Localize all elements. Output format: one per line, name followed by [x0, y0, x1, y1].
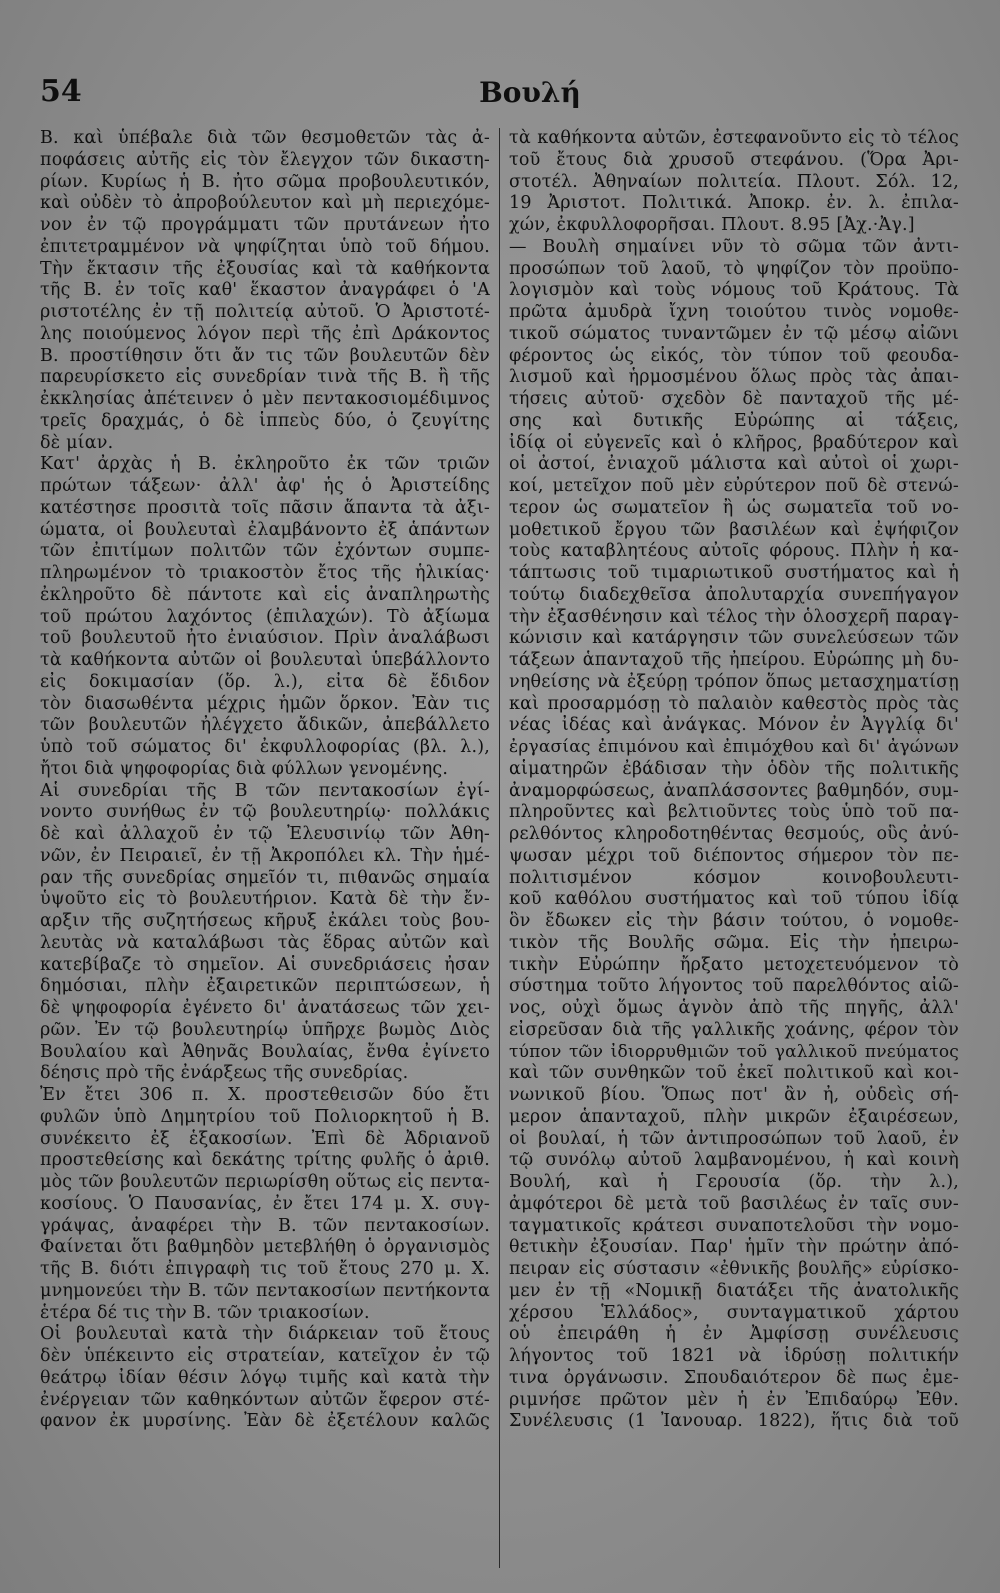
column-rule: [499, 128, 500, 1568]
text-line: μερον ἁπανταχοῦ, πλὴν μικρῶν ἐξαιρέσεων,: [509, 1106, 959, 1127]
text-line: πειραν εἰς σύστασιν «ἐθνικῆς βουλῆς» εὑρίσκο-: [509, 1259, 959, 1279]
text-line: λης ποιούμενος λόγον περὶ τῆς ἐπὶ Δράκοντος: [40, 323, 490, 344]
text-line: ριστοτέλης ἐν τῇ πολιτείᾳ αὐτοῦ. Ὁ Ἀριστοτέ-: [40, 302, 490, 322]
text-line: τὸν διασωθέντα μέχρις ἡμῶν ὅρκον. Ἐὰν τις: [40, 693, 490, 714]
text-line: νηθείσης νὰ ἐξεύρῃ τρόπον ὅπως μετασχηματίσῃ: [509, 671, 959, 692]
text-line: οἱ ἀστοί, ἐνιαχοῦ μάλιστα καὶ αὐτοὶ οἱ χωρι-: [509, 454, 959, 475]
text-line: Φαίνεται ὅτι βαθμηδὸν μετεβλήθη ὁ ὀργανισμὸς: [40, 1237, 490, 1258]
text-line: Ἐν ἔτει 306 π. Χ. προστεθεισῶν δύο ἔτι: [40, 1085, 490, 1105]
text-line: στοτέλ. Ἀθηναίων πολιτεία. Πλουτ. Σόλ. 12,: [509, 171, 959, 192]
text-line: σύστημα τοῦτο λήγοντος τοῦ παρελθόντος αἰῶ-: [509, 976, 959, 997]
text-line: κοῦ καθόλου συστήματος καὶ τοῦ τύπου ἰδίᾳ: [509, 889, 959, 910]
text-line: τῆς Β. ἐν τοῖς καθ' ἕκαστον ἀναγράφει ὁ 'Α: [40, 280, 490, 301]
text-line: τοῦ ἔτους διὰ χρυσοῦ στεφάνου. (Ὅρα Ἀρι-: [509, 149, 959, 170]
text-line: Βουλαίου καὶ Ἀθηνᾶς Βουλαίας, ἔνθα ἐγίνετο: [40, 1041, 490, 1062]
text-line: Κατ' ἀρχὰς ἡ Β. ἐκληροῦτο ἐκ τῶν τριῶν: [40, 454, 490, 475]
text-line: οἱ βουλαί, ἡ τῶν ἀντιπροσώπων τοῦ λαοῦ, ἐν: [509, 1128, 959, 1149]
text-line: ἑτέρα δέ τις τὴν Β. τῶν τριακοσίων.: [40, 1302, 370, 1323]
text-line: ἐκκλησίας ἀπέτεινεν ὁ μὲν πεντακοσιομέδιμνος: [40, 389, 490, 409]
text-line: ταγματικοῖς κράτεσι συναποτελοῦσι τὴν νομο-: [509, 1215, 959, 1236]
text-line: τικὴν Εὐρώπην ἤρξατο μετοχετευόμενον τὸ: [509, 954, 959, 975]
text-line: γράψας, ἀναφέρει τὴν Β. τῶν πεντακοσίων.: [40, 1215, 490, 1236]
text-line: καὶ οὐδὲν τὸ ἀπροβούλευτον καὶ μὴ περιεχόμε-: [40, 193, 490, 214]
text-line: τῶν βουλευτῶν ἠλέγχετο ἄδικῶν, ἀπεβάλλετο: [40, 715, 490, 736]
text-line: κοί, μετεῖχον ποῦ μὲν εὐρύτερον ποῦ δὲ στενώ-: [509, 476, 959, 496]
text-line: κατεβίβαζε τὸ σημεῖον. Αἱ συνεδριάσεις ἦσαν: [40, 954, 490, 975]
text-line: ἀμφότεροι δὲ μετὰ τοῦ βασιλέως ἐν ταῖς συν-: [509, 1193, 959, 1214]
text-line: Οἱ βουλευταὶ κατὰ τὴν διάρκειαν τοῦ ἔτους: [40, 1324, 490, 1345]
text-columns: [40, 128, 976, 1568]
text-line: δημόσιαι, πλὴν ἐξαιρετικῶν περιπτώσεων, ἡ: [40, 976, 490, 997]
text-line: θετικὴν ἐξουσίαν. Παρ' ἡμῖν τὴν πρώτην ἀπό-: [509, 1237, 959, 1258]
text-line: λευτὰς νὰ καταλάβωσι τὰς ἕδρας αὐτῶν καὶ: [40, 932, 490, 953]
text-line: ἀναμορφώσεως, ἀναπλάσσοντες βαθμηδόν, συμ-: [509, 780, 959, 801]
text-line: σης καὶ δυτικῆς Εὐρώπης αἱ τάξεις,: [509, 410, 959, 431]
text-line: ἐργασίας ἐπιμόνου καὶ ἐπιμόχθου καὶ δι' ἀγώνων: [509, 737, 959, 757]
text-line: πρώτων τάξεων· ἀλλ' ἀφ' ἧς ὁ Ἀριστείδης: [40, 476, 490, 496]
text-line: νωνικοῦ βίου. Ὅπως ποτ' ἂν ἦ, οὐδεὶς σή-: [509, 1085, 959, 1105]
text-line: νέας ἰδέας καὶ ἀνάγκας. Μόνον ἐν Ἀγγλίᾳ δι': [509, 715, 959, 736]
text-line: συνέκειτο ἐξ ἑξακοσίων. Ἐπὶ δὲ Ἀδριανοῦ: [40, 1128, 490, 1149]
text-line: πρῶτα ἀμυδρὰ ἴχνη τοιούτου τινὸς νομοθε-: [509, 302, 959, 322]
text-line: κώνισιν καὶ κατάργησιν τῶν συνελεύσεων τῶν: [509, 628, 959, 649]
text-line: νοντο συνήθως ἐν τῷ βουλευτηρίῳ· πολλάκις: [40, 802, 490, 823]
text-line: ώματα, οἱ βουλευταὶ ἐλαμβάνοντο ἐξ ἁπάντων: [40, 519, 490, 540]
text-line: τύπον τῶν ἰδιορρυθμιῶν τοῦ γαλλικοῦ πνεύματος: [509, 1041, 959, 1062]
text-line: χέρσου Ἑλλάδος», συνταγματικοῦ χάρτου: [509, 1302, 959, 1323]
text-line: ραν τῆς συνεδρίας σημεῖόν τι, πιθανῶς σημαία: [40, 867, 490, 888]
text-line: οὗ ἐπειράθη ἡ ἐν Ἀμφίσσῃ συνέλευσις: [509, 1324, 959, 1345]
text-line: ὑπὸ τοῦ σώματος δι' ἐκφυλλοφορίας (βλ. λ.),: [40, 737, 490, 757]
text-line: δὲ καὶ ἀλλαχοῦ ἐν τῷ Ἐλευσινίῳ τῶν Ἀθη-: [40, 824, 490, 844]
text-line: πληρωμένον τὸ τριακοστὸν ἔτος τῆς ἡλικίας·: [40, 563, 490, 583]
text-line: μοθετικοῦ ἔργου τῶν βασιλέων καὶ ἐψήφιζον: [509, 519, 959, 540]
text-line: τὰ καθήκοντα αὐτῶν, ἐστεφανοῦντο εἰς τὸ τέλος: [509, 128, 959, 148]
text-line: ποφάσεις αὐτῆς εἰς τὸν ἔλεγχον τῶν δικαστη-: [40, 149, 490, 170]
text-line: καὶ τῶν συνθηκῶν τοῦ ἐκεῖ πολιτικοῦ καὶ κοι-: [509, 1063, 959, 1084]
text-line: ριμνήσε πρῶτον μὲν ἡ ἐν Ἐπιδαύρῳ Ἐθν.: [509, 1389, 959, 1410]
text-line: προσώπων τοῦ λαοῦ, τὸ ψηφίζον τὸν προϋπο-: [509, 258, 959, 279]
text-line: τοῦ πρώτου λαχόντος (ἐπιλαχών). Τὸ ἀξίωμα: [40, 606, 490, 627]
text-line: τοῦ βουλευτοῦ ἦτο ἐνιαύσιον. Πρὶν ἀναλάβωσι: [40, 628, 490, 649]
text-line: κοσίους. Ὁ Παυσανίας, ἐν ἔτει 174 μ. Χ. συγ-: [40, 1193, 490, 1214]
text-line: τερον ὡς σωματεῖον ἢ ὡς σωματεῖα τοῦ νο-: [509, 497, 959, 518]
text-line: — Βουλὴ σημαίνει νῦν τὸ σῶμα τῶν ἀντι-: [509, 236, 959, 257]
text-line: τάπτωσις τοῦ τιμαριωτικοῦ συστήματος καὶ ἡ: [509, 563, 959, 583]
text-line: Αἱ συνεδρίαι τῆς Β τῶν πεντακοσίων ἐγί-: [40, 780, 490, 801]
text-line: τοὺς καταβλητέους αὐτοῖς φόρους. Πλὴν ἡ κα-: [509, 541, 959, 562]
text-line: ὃν ἔδωκεν εἰς τὴν βάσιν τούτου, ὁ νομοθε-: [509, 911, 959, 931]
text-line: μὸς τῶν βουλευτῶν περιωρίσθη οὕτως εἰς πεντα-: [40, 1172, 490, 1192]
text-line: νῶν, ἐν Πειραιεῖ, ἐν τῇ Ἀκροπόλει κλ. Τὴν ἡμέ-: [40, 845, 490, 866]
text-line: τικοῦ σώματος τυναντῶμεν ἐν τῷ μέσῳ αἰῶνι: [509, 323, 959, 344]
page-header: [36, 74, 964, 114]
text-line: παρευρίσκετο εἰς συνεδρίαν τινὰ τῆς Β. ἢ τῆς: [40, 367, 490, 388]
text-line: ψωσαν μέχρι τοῦ διέποντος σήμερον τὸν πε-: [509, 845, 959, 866]
text-line: εἰς δοκιμασίαν (ὅρ. λ.), εἶτα δὲ ἔδιδον: [40, 671, 490, 692]
text-line: δὲν ὑπέκειντο εἰς στρατείαν, κατεῖχον ἐν τῷ: [40, 1346, 490, 1366]
text-line: τούτῳ διαδεχθεῖσα ἀπολυταρχία συνεπήγαγον: [509, 584, 959, 605]
text-line: πληροῦντες καὶ βελτιοῦντες τοὺς ὑπὸ τοῦ πα-: [509, 802, 959, 823]
text-line: προστεθείσης καὶ δεκάτης τρίτης φυλῆς ὁ ἀριθ.: [40, 1150, 490, 1171]
text-line: λισμοῦ καὶ ἡρμοσμένου ὅλως πρὸς τὰς ἀπαι-: [509, 367, 959, 388]
text-line: τήσεις αὐτοῦ· σχεδὸν δὲ πανταχοῦ τῆς μέ-: [509, 389, 959, 409]
text-line: ἐνέργειαν τῶν καθηκόντων αὐτῶν ἔφερον στέ-: [40, 1389, 490, 1410]
text-line: μεν ἐν τῇ «Νομικῇ διατάξει τῆς ἀνατολικῆς: [509, 1280, 959, 1301]
text-line: φυλῶν ὑπὸ Δημητρίου τοῦ Πολιορκητοῦ ἡ Β.: [40, 1106, 490, 1127]
text-line: ἤτοι διὰ ψηφοφορίας διὰ φύλλων γενομένης.: [40, 758, 449, 779]
text-line: καὶ προσαρμόσῃ τὸ παλαιὸν καθεστὸς πρὸς τὰς: [509, 693, 959, 714]
text-line: ὑψοῦτο εἰς τὸ βουλευτήριον. Κατὰ δὲ τὴν ἔν-: [40, 889, 490, 910]
text-line: νον ἐν τῷ προγράμματι τῶν πρυτάνεων ἦτο: [40, 215, 490, 235]
text-line: αἱματηρῶν ἐβάδισαν τὴν ὁδὸν τῆς πολιτικῆς: [509, 758, 959, 779]
text-line: Β. καὶ ὑπέβαλε διὰ τῶν θεσμοθετῶν τὰς ἀ-: [40, 128, 490, 148]
text-line: ρῶν. Ἐν τῷ βουλευτηρίῳ ὑπῆρχε βωμὸς Διὸς: [40, 1019, 490, 1040]
text-line: θεάτρῳ ἰδίαν θέσιν λόγῳ τιμῆς καὶ κατὰ τὴν: [40, 1367, 490, 1388]
text-line: τρεῖς δραχμάς, ὁ δὲ ἱππεὺς δύο, ὁ ζευγίτης: [40, 410, 490, 431]
right-column: [509, 128, 959, 1568]
text-line: μνημονεύει τὴν Β. τῶν πεντακοσίων πεντήκοντα: [40, 1280, 490, 1301]
text-line: πολιτισμένον κόσμον κοινοβουλευτι-: [509, 867, 959, 888]
text-line: 19 Ἀριστοτ. Πολιτικά. Ἀποκρ. ἐν. λ. ἐπιλα-: [509, 193, 959, 214]
text-line: τινα ὀργάνωσιν. Σπουδαιότερον δὲ πως ἐμε-: [509, 1367, 959, 1388]
text-line: ρελθόντος κληροδοτηθέντας θεσμούς, οὓς ἀνύ-: [509, 824, 959, 844]
page-number: 54: [40, 74, 82, 109]
text-line: ἐπιτετραμμένον νὰ ψηφίζηται ὑπὸ τοῦ δήμου.: [40, 236, 490, 257]
left-column: [40, 128, 490, 1568]
text-line: τὰ καθήκοντα αὐτῶν οἱ βουλευταὶ ὑπεβάλλοντο: [40, 650, 490, 670]
text-line: λογισμὸν καὶ τοὺς νόμους τοῦ Κράτους. Τὰ: [509, 280, 959, 301]
text-line: Βουλή, καὶ ἡ Γερουσία (ὅρ. τὴν λ.),: [509, 1172, 959, 1192]
text-line: ἐκληροῦτο δὲ πάντοτε καὶ εἷς ἀναπληρωτὴς: [40, 584, 490, 605]
text-line: φανον ἐκ μυρσίνης. Ἐὰν δὲ ἐξετέλουν καλῶς: [40, 1411, 490, 1432]
text-line: τὴν ἐξασθένησιν καὶ τέλος τὴν ὁλοσχερῆ παραγ-: [509, 606, 959, 627]
running-head: Βουλή: [479, 76, 581, 109]
text-line: τάξεων ἁπανταχοῦ τῆς ἠπείρου. Εὐρώπης μὴ δυ-: [509, 650, 959, 670]
text-line: δέησις πρὸ τῆς ἐνάρξεως τῆς συνεδρίας.: [40, 1063, 409, 1084]
text-line: Β. προστίθησιν ὅτι ἄν τις τῶν βουλευτῶν δὲν: [40, 345, 490, 366]
text-line: τικὸν τῆς Βουλῆς σῶμα. Εἰς τὴν ἠπειρω-: [509, 932, 959, 953]
text-line: τῷ συνόλῳ αὐτοῦ λαμβανομένου, ἡ καὶ κοινὴ: [509, 1150, 959, 1171]
text-line: χών, ἐκφυλλοφορῆσαι. Πλουτ. 8.95 [Ἀχ.·Ἀγ.]: [509, 215, 915, 235]
text-line: δὲ μίαν.: [40, 432, 114, 453]
text-line: νος, οὐχὶ ὅμως ἁγνὸν ἀπὸ τῆς πηγῆς, ἀλλ': [509, 998, 959, 1018]
text-line: δὲ ψηφοφορία ἐγένετο δι' ἀνατάσεως τῶν χει-: [40, 998, 490, 1018]
text-line: τῶν ἐπιτίμων πολιτῶν τῶν ἐχόντων συμπε-: [40, 541, 490, 562]
text-line: φέροντος ὡς εἰκός, τὸν τύπον τοῦ φεουδα-: [509, 345, 959, 366]
text-line: λήγοντος τοῦ 1821 νὰ ἱδρύσῃ πολιτικήν: [509, 1346, 959, 1366]
text-line: αρξιν τῆς συζητήσεως κῆρυξ ἐκάλει τοὺς βου-: [40, 911, 490, 931]
text-line: Τὴν ἔκτασιν τῆς ἐξουσίας καὶ τὰ καθήκοντα: [40, 258, 490, 279]
text-line: κατέστησε προσιτὰ τοῖς πᾶσιν ἅπαντα τὰ ἀξι-: [40, 497, 490, 518]
text-line: Συνέλευσις (1 Ἰανουαρ. 1822), ἥτις διὰ τοῦ: [509, 1411, 959, 1432]
text-line: ἰδίᾳ οἱ εὐγενεῖς καὶ ὁ κλῆρος, βραδύτερον καὶ: [509, 432, 959, 453]
text-line: ρίων. Κυρίως ἡ Β. ἦτο σῶμα προβουλευτικόν,: [40, 171, 490, 192]
text-line: εἰσρεῦσαν διὰ τῆς γαλλικῆς χοάνης, φέρον τὸν: [509, 1019, 959, 1040]
text-line: τῆς Β. διότι ἐπιγραφὴ τις τοῦ ἔτους 270 μ. Χ.: [40, 1259, 490, 1279]
